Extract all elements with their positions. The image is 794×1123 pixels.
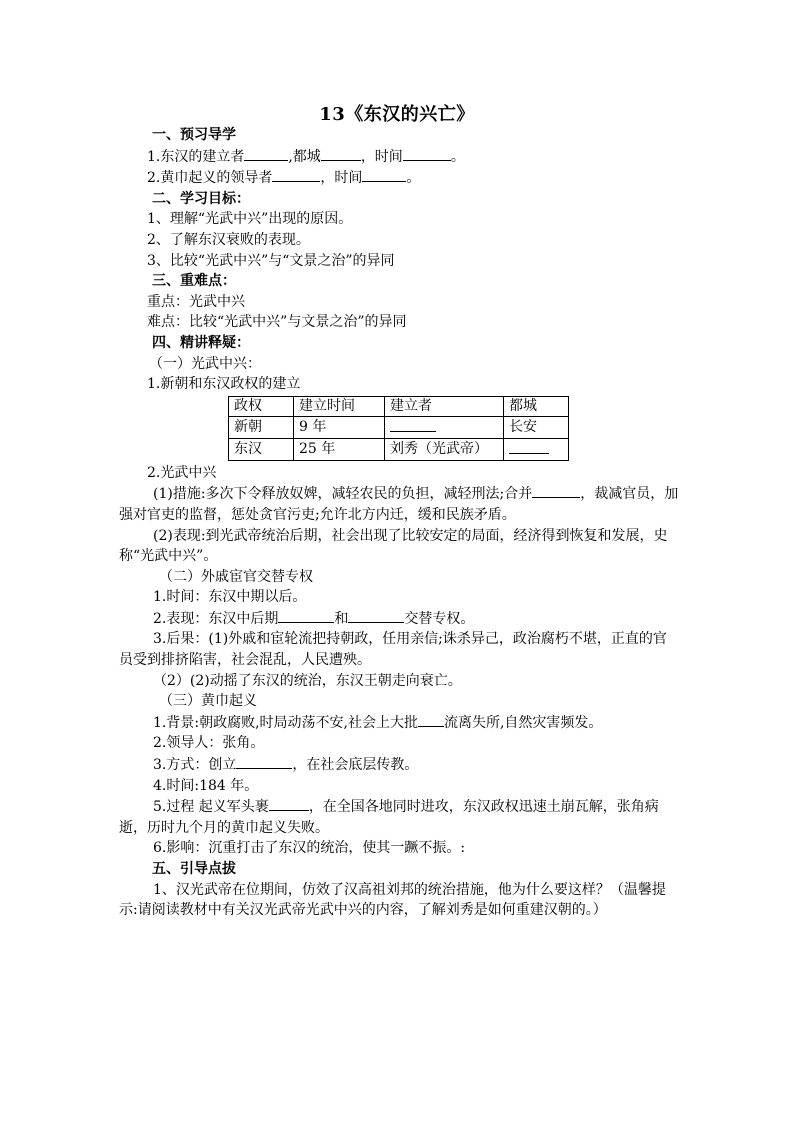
table-cell-blank[interactable] xyxy=(385,416,504,438)
section-heading-goals: 二、学习目标： xyxy=(152,190,250,207)
table-header-row xyxy=(229,396,569,416)
regime-table xyxy=(228,396,569,461)
blank-eastern-han-capital[interactable] xyxy=(509,439,549,454)
section-heading-key-points: 三、重难点： xyxy=(152,273,236,290)
subheading-guangwu-revival: 2.光武中兴 xyxy=(147,464,217,481)
table-header-cell: 政权 xyxy=(229,396,294,416)
eunuchs-consequence-2: （2）(2)动摇了东汉的统治，东汉王朝走向衰亡。 xyxy=(153,672,462,689)
blank-founder[interactable] xyxy=(244,146,288,161)
section-heading-preview: 一、预习导学 xyxy=(152,127,236,143)
blank-headband[interactable] xyxy=(269,796,309,811)
table-header-cell: 建立者 xyxy=(385,396,504,416)
table-cell: 东汉 xyxy=(229,438,294,460)
subsection-heading-yellow-turban: （三）黄巾起义 xyxy=(159,693,257,710)
table-cell: 刘秀（光武帝） xyxy=(385,438,504,460)
blank-religion[interactable] xyxy=(236,754,292,769)
yellow-turban-time: 4.时间:184 年。 xyxy=(153,777,259,794)
table-cell: 长安 xyxy=(504,416,569,438)
subsection-heading-guangwu: （一）光武中兴： xyxy=(149,355,261,372)
yellow-turban-background: 1.背景:朝政腐败,时局动荡不安,社会上大批 流离失所,自然灾害频发。 xyxy=(119,712,679,734)
blank-capital[interactable] xyxy=(321,146,361,161)
key-point-focus: 重点：光武中兴 xyxy=(147,293,245,310)
subsection-heading-eunuchs: （二）外戚宦官交替专权 xyxy=(159,568,313,585)
table-cell: 25 年 xyxy=(294,438,385,460)
table-caption: 1.新朝和东汉政权的建立 xyxy=(147,376,301,393)
yellow-turban-process: 5.过程 起义军头裹 ，在全国各地同时进攻，东汉政权迅速土崩瓦解，张角病逝，历时九个月的黄巾起义失败。 xyxy=(119,796,679,838)
blank-group-2[interactable] xyxy=(348,608,404,623)
eunuchs-consequence-1: 3.后果：(1)外戚和宦轮流把持朝政，任用亲信;诛杀异己，政治腐朽不堪，正直的官员受到排挤陷害，社会混乱，人民遭殃。 xyxy=(119,631,667,669)
goal-item: 2、了解东汉衰败的表现。 xyxy=(147,231,310,248)
blank-group-1[interactable] xyxy=(278,608,334,623)
guidance-question: 1、汉光武帝在位期间，仿效了汉高祖刘邦的统治措施，他为什么要这样？（温馨提示:请阅读教材中有关汉光武帝光武中兴的内容，了解刘秀是如何重建汉朝的。） xyxy=(119,881,666,919)
key-point-difficulty: 难点：比较“光武中兴”与文景之治”的异同 xyxy=(147,314,407,331)
table-header-cell: 都城 xyxy=(504,396,569,416)
eunuchs-time: 1.时间：东汉中期以后。 xyxy=(153,589,307,606)
preview-question-2: 2.黄巾起义的领导者 ，时间 。 xyxy=(119,167,679,189)
goal-item: 3、比较“光武中兴”与“文景之治”的异同 xyxy=(147,252,395,269)
blank-uprising-leader[interactable] xyxy=(272,167,320,182)
yellow-turban-leader: 2.领导人：张角。 xyxy=(153,735,265,752)
table-cell: 9 年 xyxy=(294,416,385,438)
eunuchs-performance: 2.表现：东汉中后期 和 交替专权。 xyxy=(119,608,679,630)
yellow-turban-impact: 6.影响：沉重打击了东汉的统治，使其一蹶不振。: xyxy=(153,840,466,857)
blank-xin-founder[interactable] xyxy=(390,417,436,432)
table-row xyxy=(229,416,569,438)
goal-item: 1、理解“光武中兴”出现的原因。 xyxy=(147,211,353,228)
document-body xyxy=(119,125,679,921)
paragraph-measures: (1)措施:多次下令释放奴婢，减轻农民的负担，减轻刑法;合并 ，裁减官员，加强对官吏的监督，惩处贪官污吏;允许北方内迁，缓和民族矛盾。 xyxy=(119,483,679,525)
blank-uprising-time[interactable] xyxy=(362,167,406,182)
table-row xyxy=(229,438,569,460)
yellow-turban-method: 3.方式：创立 ，在社会底层传教。 xyxy=(119,754,679,776)
section-heading-guidance: 五、引导点拔 xyxy=(152,861,236,877)
blank-merge[interactable] xyxy=(532,483,580,498)
table-cell-blank[interactable] xyxy=(504,438,569,460)
preview-question-1: 1.东汉的建立者 ,都城 ，时间 。 xyxy=(119,146,679,168)
blank-refugees[interactable] xyxy=(418,712,444,727)
section-heading-explanation: 四、精讲释疑： xyxy=(152,334,250,351)
paragraph-performance: (2)表现:到光武帝统治后期，社会出现了比较安定的局面，经济得到恢复和发展，史称“光武中兴”。 xyxy=(119,527,668,565)
table-header-cell: 建立时间 xyxy=(294,396,385,416)
table-cell: 新朝 xyxy=(229,416,294,438)
document-title: 13《东汉的兴亡》 xyxy=(319,104,475,125)
blank-time[interactable] xyxy=(403,146,451,161)
